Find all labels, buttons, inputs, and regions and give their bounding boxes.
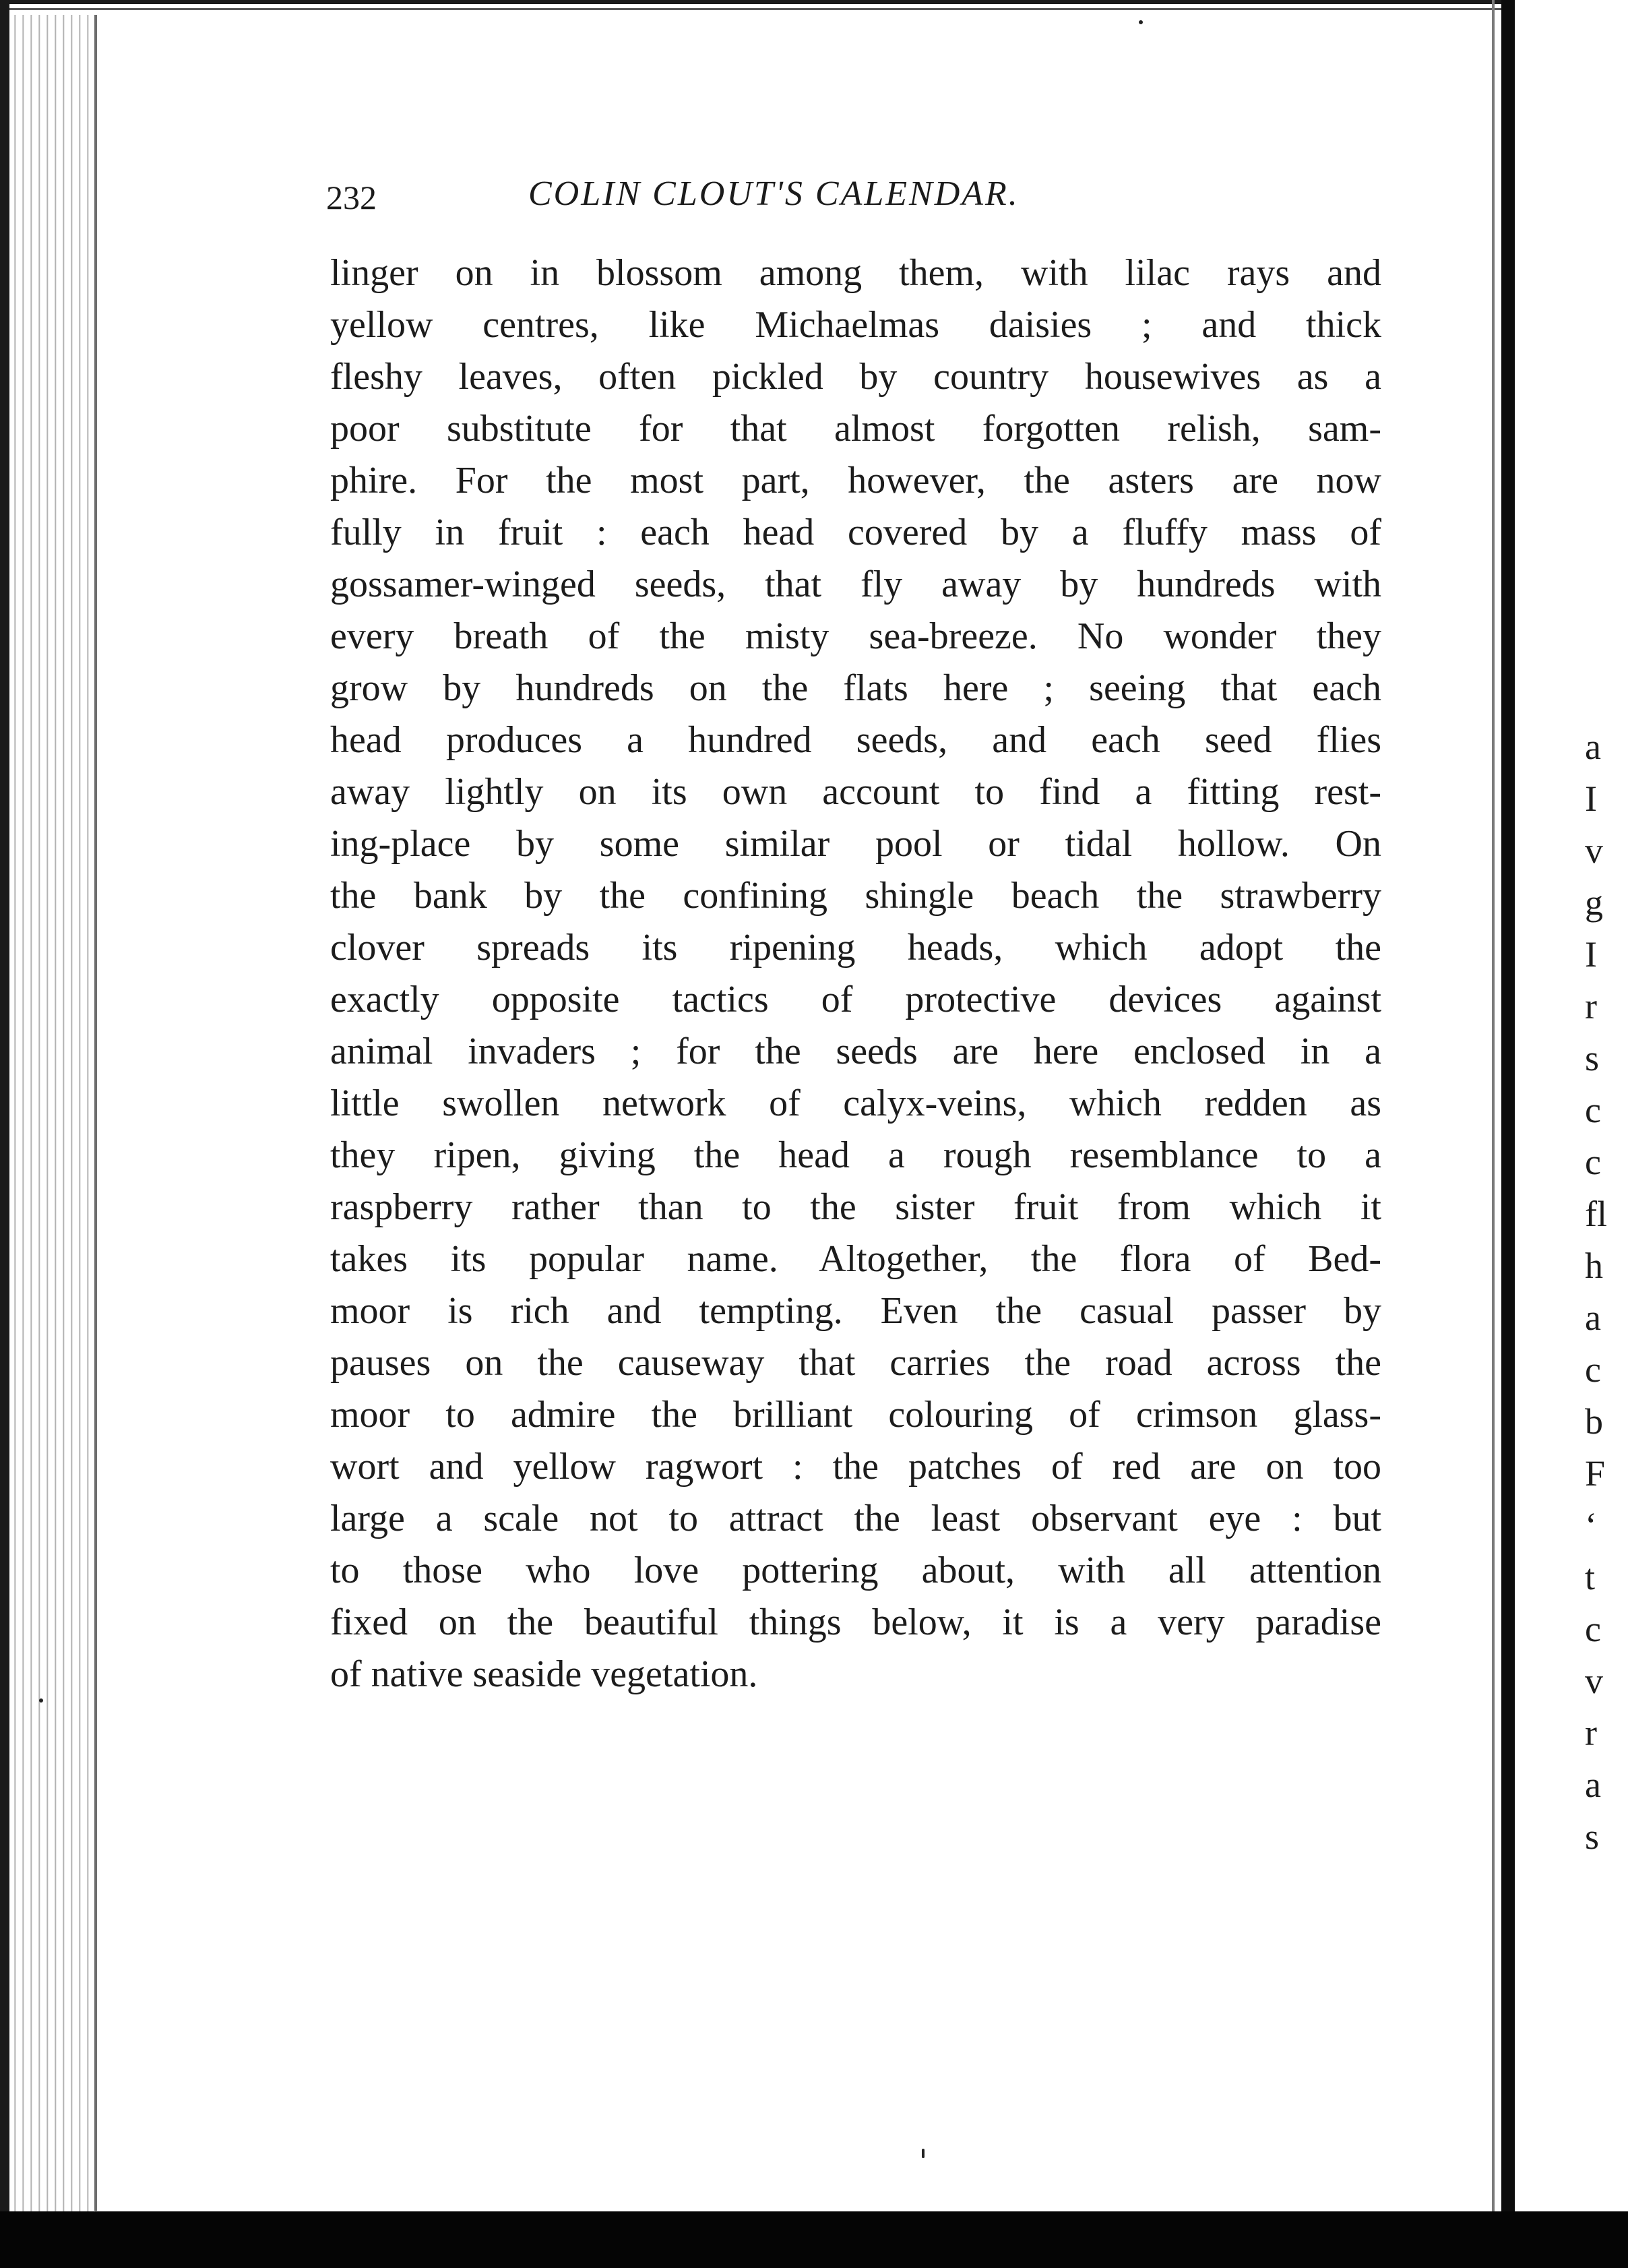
text-line: takes its popular name. Altogether, the flora of Bed- — [330, 1238, 1381, 1280]
text-line: large a scale not to attract the least observant eye : but — [330, 1498, 1381, 1539]
facing-letter: c — [1585, 1609, 1601, 1649]
facing-letter: a — [1585, 1297, 1601, 1338]
facing-letter: c — [1585, 1142, 1601, 1182]
facing-letter: v — [1585, 1661, 1603, 1701]
facing-letter: ‘ — [1585, 1505, 1597, 1545]
facing-letter: a — [1585, 727, 1601, 767]
text-line: head produces a hundred seeds, and each seed flies — [330, 719, 1381, 761]
facing-letter: s — [1585, 1038, 1600, 1078]
facing-letter: r — [1585, 986, 1597, 1026]
facing-letter: g — [1585, 882, 1603, 923]
facing-letter: b — [1585, 1401, 1603, 1442]
top-scan-border — [9, 0, 1512, 15]
text-line: of native seaside vegetation. — [330, 1653, 758, 1695]
page-number: 232 — [326, 179, 377, 216]
text-line: to those who love pottering about, with all attention — [330, 1550, 1381, 1591]
text-line: away lightly on its own account to find a fitting rest- — [330, 771, 1381, 813]
facing-letter: I — [1585, 778, 1597, 819]
text-line: grow by hundreds on the flats here ; seeing that each — [330, 667, 1381, 709]
text-line: ing-place by some similar pool or tidal hollow. On — [330, 823, 1381, 865]
facing-letter: h — [1585, 1246, 1603, 1286]
text-line: the bank by the confining shingle beach the strawberry — [330, 875, 1381, 917]
text-line: moor to admire the brilliant colouring of crimson glass- — [330, 1394, 1381, 1436]
text-line: clover spreads its ripening heads, which adopt the — [330, 927, 1381, 969]
bottom-scan-border — [0, 2211, 1628, 2268]
text-line: fleshy leaves, often pickled by country housewives as a — [330, 356, 1381, 398]
facing-letter: fl — [1585, 1194, 1607, 1234]
text-line: they ripen, giving the head a rough resemblance to a — [330, 1134, 1381, 1176]
text-line: gossamer-winged seeds, that fly away by hundreds with — [330, 563, 1381, 605]
left-scan-border — [0, 0, 9, 2217]
facing-letter: t — [1585, 1557, 1596, 1597]
text-line: wort and yellow ragwort : the patches of red are on too — [330, 1446, 1381, 1488]
gutter-shadow-line — [1492, 0, 1495, 2217]
text-line: little swollen network of calyx-veins, which redden as — [330, 1082, 1381, 1124]
running-header — [326, 170, 1472, 237]
text-line: linger on in blossom among them, with lilac rays and — [330, 252, 1381, 294]
body-paragraph — [330, 247, 1381, 1700]
book-gutter — [1501, 0, 1515, 2217]
scan-speck — [39, 1698, 43, 1703]
stacked-page-edges — [0, 0, 101, 2217]
facing-letter: F — [1585, 1453, 1606, 1494]
text-line: raspberry rather than to the sister fruit from which it — [330, 1186, 1381, 1228]
text-line: animal invaders ; for the seeds are here enclosed in a — [330, 1031, 1381, 1072]
text-line: yellow centres, like Michaelmas daisies ; and thick — [330, 304, 1381, 346]
facing-letter: I — [1585, 934, 1597, 975]
facing-page-text-fragments — [1585, 721, 1628, 1863]
facing-letter: r — [1585, 1713, 1597, 1753]
text-line: pauses on the causeway that carries the road across the — [330, 1342, 1381, 1384]
book-page — [101, 15, 1492, 2217]
text-line: every breath of the misty sea-breeze. No wonder they — [330, 615, 1381, 657]
facing-letter: v — [1585, 830, 1603, 871]
text-line: phire. For the most part, however, the asters are now — [330, 460, 1381, 501]
page-edge-line — [94, 7, 97, 2211]
text-line: exactly opposite tactics of protective devices against — [330, 979, 1381, 1020]
facing-letter: s — [1585, 1816, 1600, 1857]
text-line: fully in fruit : each head covered by a fluffy mass of — [330, 512, 1381, 553]
facing-letter: c — [1585, 1349, 1601, 1390]
facing-letter: c — [1585, 1090, 1601, 1130]
facing-letter: a — [1585, 1765, 1601, 1805]
text-line: fixed on the beautiful things below, it is a very paradise — [330, 1601, 1381, 1643]
running-title: COLIN CLOUT'S CALENDAR. — [528, 175, 1020, 213]
text-line: poor substitute for that almost forgotten relish, sam- — [330, 408, 1381, 450]
text-line: moor is rich and tempting. Even the casual passer by — [330, 1290, 1381, 1332]
